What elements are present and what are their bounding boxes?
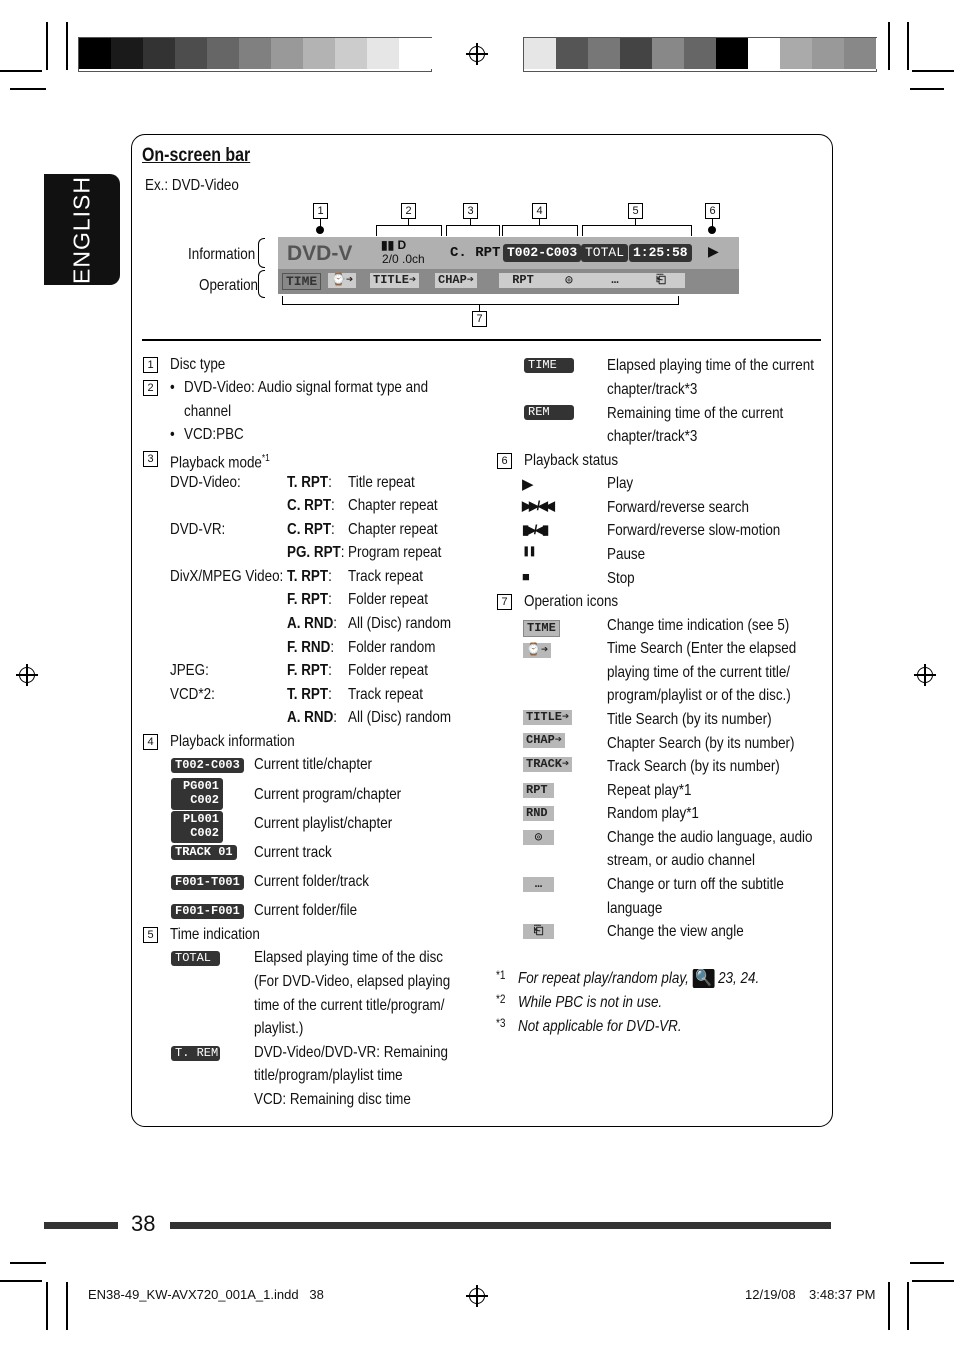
disc-type: DVD-V	[287, 242, 353, 265]
mode-code: C. RPT:	[287, 521, 335, 538]
pause-icon: ❚❚	[522, 546, 535, 557]
op-subtitle-icon: …	[523, 877, 554, 892]
onscreen-bar	[278, 237, 739, 294]
registration-mark-icon	[914, 664, 936, 686]
op-repeat-icon[interactable]: RPT	[499, 273, 547, 288]
item-title: Operation icons	[524, 593, 619, 610]
callout-6: 6	[705, 203, 720, 219]
info-desc: Current folder/track	[254, 873, 370, 890]
item-number: 5	[143, 927, 158, 943]
desc-line: (For DVD-Video, elapsed playing	[254, 973, 451, 990]
mode-desc: Track repeat	[348, 686, 423, 703]
info-desc: Current title/chapter	[254, 756, 373, 773]
crop-mark	[912, 70, 954, 72]
slug-time: 3:48:37 PM	[809, 1287, 876, 1302]
stop-icon: ■	[522, 569, 530, 584]
op-time-search-icon: ⌚➔	[523, 643, 551, 658]
op-desc: Title Search (by its number)	[607, 711, 772, 728]
language-tab-label: ENGLISH	[68, 176, 95, 284]
color-bar-right	[523, 37, 877, 72]
mode-source: DVD-Video:	[170, 474, 241, 491]
desc-line: Elapsed playing time of the current	[607, 357, 814, 374]
bullet: •	[170, 426, 175, 443]
item-number: 4	[143, 734, 158, 750]
info-desc: Current folder/file	[254, 902, 358, 919]
callout-4: 4	[532, 203, 547, 219]
info-desc: Current track	[254, 844, 332, 861]
status-desc: Play	[607, 475, 634, 492]
footnote: While PBC is not in use.	[518, 994, 663, 1011]
audio-format-logo: ▮▮ D	[381, 238, 407, 252]
info-badge: TRACK 01	[171, 845, 237, 860]
op-subtitle-icon[interactable]: …	[591, 273, 639, 288]
op-desc: Change the view angle	[607, 923, 744, 940]
registration-mark-icon	[16, 664, 38, 686]
info-badge: F001-T001	[171, 875, 244, 890]
mode-source: JPEG:	[170, 662, 209, 679]
op-audio-icon[interactable]: ◎	[545, 273, 593, 288]
desc-line: VCD: Remaining disc time	[254, 1091, 411, 1108]
info-badge: F001-F001	[171, 904, 244, 919]
footnote-mark: *3	[496, 1016, 506, 1030]
mode-code: F. RND:	[287, 639, 335, 656]
desc-line: Remaining time of the current	[607, 405, 784, 422]
op-angle-icon: ⎗	[523, 924, 554, 939]
magnifier-icon: 🔍	[693, 969, 715, 988]
trem-icon: T. REM	[171, 1046, 220, 1061]
mode-code: T. RPT:	[287, 568, 332, 585]
crop-mark	[888, 1282, 890, 1330]
mode-source: DivX/MPEG Video:	[170, 568, 284, 585]
op-title-search-icon[interactable]: TITLE➔	[370, 273, 419, 288]
mode-desc: Program repeat	[348, 544, 442, 561]
info-badge: PL001 C002	[171, 811, 223, 843]
item-title: Playback status	[524, 452, 619, 469]
info-desc: Current playlist/chapter	[254, 815, 393, 832]
list-item: channel	[184, 403, 232, 420]
search-icon: ▶▶ / ◀◀	[522, 498, 552, 513]
op-desc: Time Search (Enter the elapsed	[607, 640, 797, 657]
mode-desc: Chapter repeat	[348, 521, 438, 538]
crop-mark	[910, 1262, 944, 1264]
crop-mark	[907, 1282, 909, 1330]
crop-mark	[46, 22, 48, 70]
op-desc: program/playlist or of the disc.)	[607, 687, 791, 704]
mode-desc: Folder repeat	[348, 591, 428, 608]
callout-2: 2	[401, 203, 416, 219]
play-status-icon: ▶	[708, 243, 719, 259]
total-icon: TOTAL	[171, 951, 220, 966]
mode-source: DVD-VR:	[170, 521, 226, 538]
desc-line: chapter/track*3	[607, 428, 698, 445]
info-badge: PG001 C002	[171, 778, 223, 810]
mode-desc: Title repeat	[348, 474, 415, 491]
mode-desc: Folder repeat	[348, 662, 428, 679]
page-bar-left	[44, 1222, 118, 1229]
op-desc: Change the audio language, audio	[607, 829, 813, 846]
callout-7: 7	[472, 311, 487, 327]
total-badge: TOTAL	[581, 244, 628, 262]
section-heading: On-screen bar	[142, 145, 251, 166]
op-desc: Track Search (by its number)	[607, 758, 780, 775]
op-repeat-icon: RPT	[523, 783, 554, 798]
playback-mode: C. RPT	[450, 245, 501, 261]
op-desc: Change time indication (see 5)	[607, 617, 790, 634]
example-label: Ex.: DVD-Video	[145, 177, 239, 194]
item-number: 7	[497, 594, 512, 610]
item-number: 6	[497, 453, 512, 469]
info-desc: Current program/chapter	[254, 786, 402, 803]
desc-line: playlist.)	[254, 1020, 304, 1037]
item-number: 3	[143, 451, 158, 467]
mode-code: A. RND:	[287, 709, 338, 726]
crop-mark	[0, 70, 42, 72]
callout-1: 1	[313, 203, 328, 219]
desc-line: title/program/playlist time	[254, 1067, 403, 1084]
play-icon: ▶	[522, 476, 534, 493]
crop-mark	[66, 1282, 68, 1330]
crop-mark	[66, 22, 68, 70]
list-item: DVD-Video: Audio signal format type and	[184, 379, 429, 396]
op-desc: language	[607, 900, 663, 917]
mode-code: C. RPT:	[287, 497, 335, 514]
crop-mark	[888, 22, 890, 70]
divider	[142, 339, 821, 341]
title-chapter-badge: T002-C003	[503, 244, 581, 262]
mode-desc: Folder random	[348, 639, 436, 656]
registration-mark-icon	[466, 1285, 488, 1307]
op-audio-icon: ◎	[523, 830, 554, 845]
op-desc: Change or turn off the subtitle	[607, 876, 784, 893]
op-desc: Random play*1	[607, 805, 699, 822]
op-random-icon: RND	[523, 806, 554, 821]
crop-mark	[10, 88, 46, 90]
op-desc: Repeat play*1	[607, 782, 692, 799]
status-desc: Forward/reverse search	[607, 499, 749, 516]
status-desc: Stop	[607, 570, 635, 587]
footnote-mark: *1	[496, 968, 506, 982]
slow-motion-icon: ▮▶ / ◀▮	[522, 522, 547, 537]
mode-code: T. RPT:	[287, 686, 332, 703]
page-number: 38	[131, 1211, 156, 1236]
mode-source: VCD*2:	[170, 686, 215, 703]
status-desc: Pause	[607, 546, 646, 563]
op-desc: playing time of the current title/	[607, 664, 791, 681]
info-badge: T002-C003	[171, 758, 244, 773]
information-label: Information	[188, 246, 256, 263]
crop-mark	[907, 22, 909, 70]
mode-desc: Track repeat	[348, 568, 423, 585]
desc-line: time of the current title/program/	[254, 997, 445, 1014]
mode-code: F. RPT:	[287, 662, 332, 679]
crop-mark	[10, 1262, 46, 1264]
op-time-search-icon[interactable]: ⌚➔	[328, 273, 356, 288]
slug-date: 12/19/08	[745, 1287, 796, 1302]
crop-mark	[910, 88, 944, 90]
item-number: 2	[143, 380, 158, 396]
op-time-icon: TIME	[523, 620, 560, 637]
footnote-mark: *2	[496, 992, 506, 1006]
mode-code: T. RPT:	[287, 474, 332, 491]
bullet: •	[170, 379, 175, 396]
item-title: Time indication	[170, 926, 260, 943]
time-icon: TIME	[524, 358, 574, 373]
language-tab	[44, 174, 120, 285]
crop-mark	[46, 1282, 48, 1330]
status-desc: Forward/reverse slow-motion	[607, 522, 781, 539]
op-title-search-icon: TITLE➔	[523, 710, 572, 725]
list-item: VCD:PBC	[184, 426, 244, 443]
mode-desc: All (Disc) random	[348, 709, 452, 726]
item-number: 1	[143, 357, 158, 373]
audio-channel: 2/0 .0ch	[382, 252, 425, 266]
desc-line: DVD-Video/DVD-VR: Remaining	[254, 1044, 448, 1061]
rem-icon: REM	[524, 405, 574, 420]
slug-file: EN38-49_KW-AVX720_001A_1.indd 38	[88, 1287, 324, 1302]
op-angle-icon[interactable]: ⎗	[637, 273, 685, 288]
op-track-search-icon: TRACK➔	[523, 757, 572, 772]
time-readout: 1:25:58	[629, 244, 692, 262]
mode-desc: All (Disc) random	[348, 615, 452, 632]
callout-3: 3	[463, 203, 478, 219]
footnote: Not applicable for DVD-VR.	[518, 1018, 682, 1035]
page-bar-right	[170, 1222, 831, 1229]
registration-mark-icon	[466, 43, 488, 65]
op-chapter-search-icon: CHAP➔	[523, 733, 565, 748]
mode-code: F. RPT:	[287, 591, 332, 608]
op-desc: Chapter Search (by its number)	[607, 735, 795, 752]
item-title: Playback mode$^{*1}$	[170, 453, 270, 472]
item-title: Playback information	[170, 733, 295, 750]
crop-mark	[912, 1280, 954, 1282]
item-title: Disc type	[170, 356, 226, 373]
operation-label: Operation	[199, 277, 259, 294]
footnote: For repeat play/random play, 🔍 23, 24.	[518, 970, 760, 987]
color-bar-left	[78, 37, 432, 72]
crop-mark	[0, 1280, 42, 1282]
desc-line: chapter/track*3	[607, 381, 698, 398]
callout-5: 5	[628, 203, 643, 219]
desc-line: Elapsed playing time of the disc	[254, 949, 444, 966]
op-chapter-search-icon[interactable]: CHAP➔	[435, 273, 477, 288]
op-time-icon[interactable]: TIME	[282, 273, 321, 290]
mode-code: A. RND:	[287, 615, 338, 632]
op-desc: stream, or audio channel	[607, 852, 755, 869]
mode-code: PG. RPT:	[287, 544, 345, 561]
mode-desc: Chapter repeat	[348, 497, 438, 514]
